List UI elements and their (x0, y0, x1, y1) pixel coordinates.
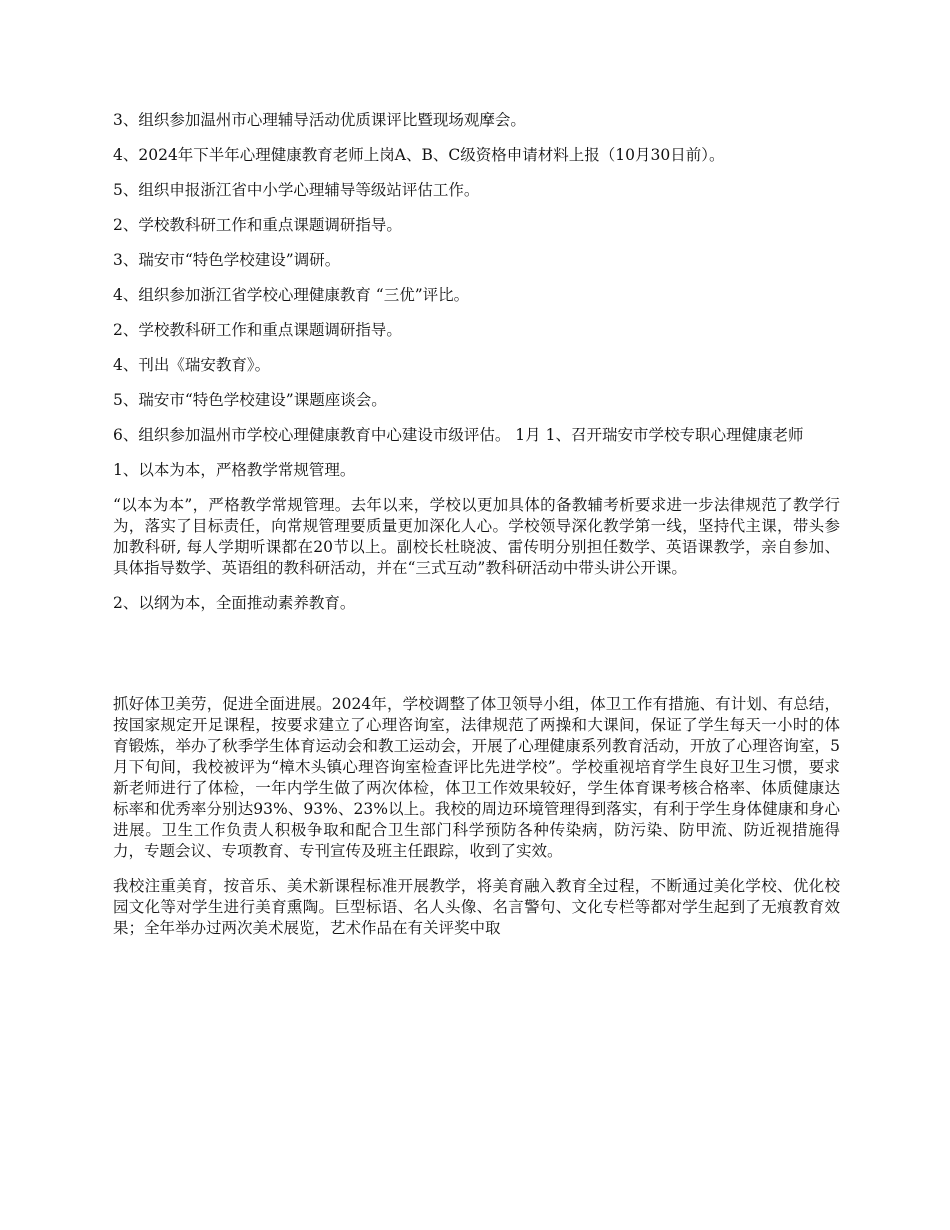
list-item: 2、学校教科研工作和重点课题调研指导。 (113, 216, 402, 234)
body-paragraph: 我校注重美育，按音乐、美术新课程标准开展教学，将美育融入教育全过程，不断通过美化学校、优化校园文化等对学生进行美育熏陶。巨型标语、名人头像、名言警句、文化专栏等都对学生起到了无痕教育效果；全年举办过两次美术展览，艺术作品在有关评奖中取 (113, 877, 840, 937)
section-heading: 1、以本为本，严格教学常规管理。 (113, 461, 356, 479)
list-item: 3、瑞安市“特色学校建设”调研。 (113, 251, 341, 269)
body-paragraph: “以本为本”，严格教学常规管理。去年以来，学校以更加具体的备教辅考析要求进一步法律规范了教学行为，落实了目标责任，向常规管理要质量更加深化人心。学校领导深化教学第一线，坚持代主课，带头参加教科研, 每人学期听课都在20节以上。副校长杜晓波、雷传明分别担任数学、英语课教学，亲自参加、具体指导数学、英语组的教科研活动，并在“三式互动”教科研活动中带头讲公开课。 (113, 496, 840, 577)
list-item: 5、组织申报浙江省中小学心理辅导等级站评估工作。 (113, 181, 480, 199)
section-heading: 2、以纲为本，全面推动素养教育。 (113, 594, 356, 612)
blank-gap (113, 628, 840, 694)
list-item: 4、组织参加浙江省学校心理健康教育 “三优”评比。 (113, 286, 470, 304)
list-item: 2、学校教科研工作和重点课题调研指导。 (113, 321, 402, 339)
list-item: 5、瑞安市“特色学校建设”课题座谈会。 (113, 391, 387, 409)
list-item: 3、组织参加温州市心理辅导活动优质课评比暨现场观摩会。 (113, 111, 526, 129)
list-item: 4、刊出《瑞安教育》。 (113, 356, 271, 374)
document-body (113, 110, 840, 953)
list-item: 6、组织参加温州市学校心理健康教育中心建设市级评估。 1月 1、召开瑞安市学校专职心理健康老师 (113, 426, 804, 444)
list-item: 4、2024年下半年心理健康教育老师上岗A、B、C级资格申请材料上报（10月30日前）。 (113, 146, 725, 164)
body-paragraph: 抓好体卫美劳，促进全面进展。2024年，学校调整了体卫领导小组，体卫工作有措施、有计划、有总结，按国家规定开足课程，按要求建立了心理咨询室，法律规范了两操和大课间，保证了学生每天一小时的体育锻炼，举办了秋季学生体育运动会和教工运动会，开展了心理健康系列教育活动，开放了心理咨询室，5月下旬间，我校被评为“樟木头镇心理咨询室检查评比先进学校”。学校重视培育学生良好卫生习惯，要求新老师进行了体检，一年内学生做了两次体检，体卫工作效果较好，学生体育课考核合格率、体质健康达标率和优秀率分别达93%、93%、23%以上。我校的周边环境管理得到落实，有利于学生身体健康和身心进展。卫生工作负责人积极争取和配合卫生部门科学预防各种传染病，防污染、防甲流、防近视措施得力，专题会议、专项教育、专刊宣传及班主任跟踪，收到了实效。 (113, 695, 840, 860)
